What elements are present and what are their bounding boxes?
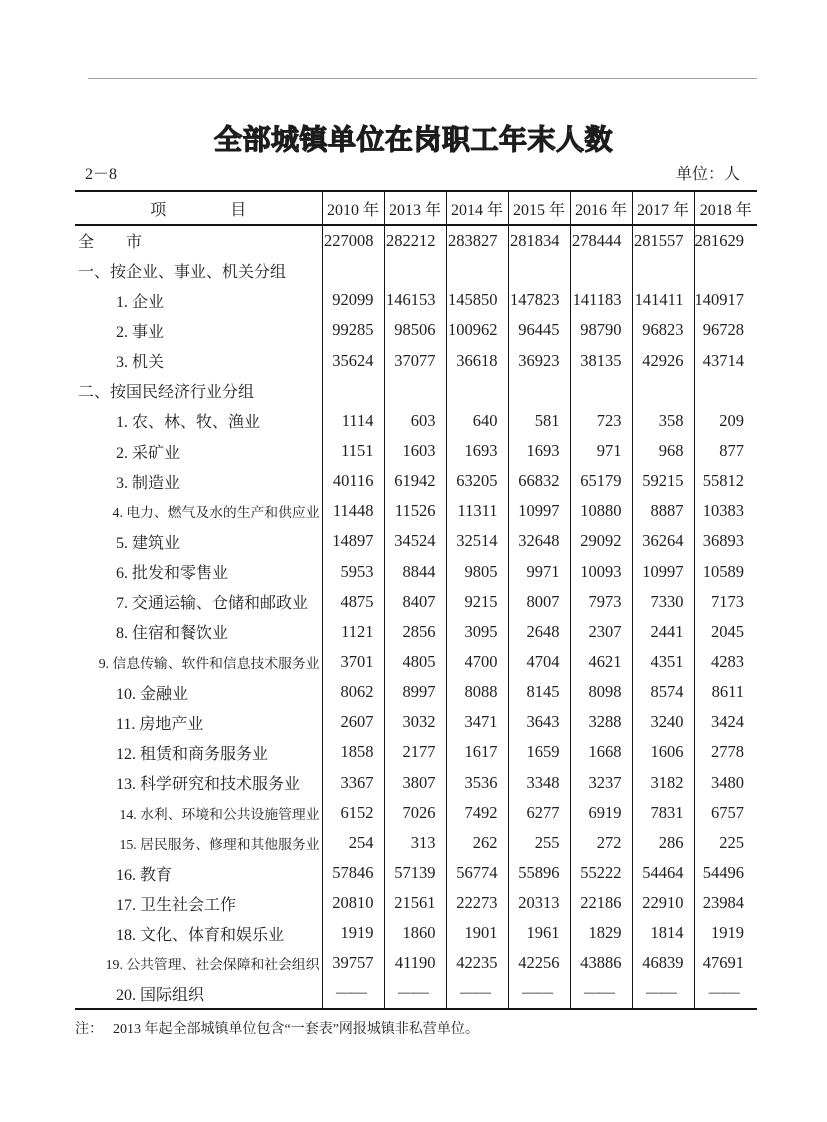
year-value-cell: —— bbox=[384, 979, 446, 1009]
year-value-cell: 10997 bbox=[508, 496, 570, 526]
item-label-cell: 12. 租赁和商务服务业 bbox=[75, 737, 322, 767]
year-value-cell: 65179 bbox=[570, 466, 632, 496]
year-value-cell: 61942 bbox=[384, 466, 446, 496]
year-value-cell: 4283 bbox=[711, 652, 744, 672]
item-label-cell: 4. 电力、燃气及水的生产和供应业 bbox=[75, 496, 322, 526]
year-value-cell: 1617 bbox=[446, 737, 508, 767]
year-value-cell: 254 bbox=[322, 828, 384, 858]
year-value-cell: 66832 bbox=[508, 466, 570, 496]
year-column-header: 2016 年 bbox=[570, 191, 632, 225]
year-value-cell: 272 bbox=[570, 828, 632, 858]
year-value-cell: 21561 bbox=[384, 888, 446, 918]
table-row bbox=[75, 948, 757, 978]
year-value-cell: 3237 bbox=[570, 768, 632, 798]
year-value-cell: 54464 bbox=[632, 858, 694, 888]
year-value-cell: 35624 bbox=[322, 346, 384, 376]
year-value-cell: 1814 bbox=[632, 918, 694, 948]
item-label-cell: 3. 制造业 bbox=[75, 466, 322, 496]
year-value-cell: 281834 bbox=[508, 225, 570, 255]
table-row bbox=[75, 346, 757, 376]
year-value-cell bbox=[384, 255, 446, 285]
year-value-cell: 92099 bbox=[322, 285, 384, 315]
year-value-cell: 11311 bbox=[446, 496, 508, 526]
table-row bbox=[75, 496, 757, 526]
footnote bbox=[75, 1018, 479, 1038]
year-value-cell: 20810 bbox=[322, 888, 384, 918]
year-value-cell: 209 bbox=[719, 410, 744, 430]
year-value-cell: 36923 bbox=[508, 346, 570, 376]
year-value-cell: 42256 bbox=[508, 948, 570, 978]
year-value-cell: 20313 bbox=[508, 888, 570, 918]
year-value-cell: 8997 bbox=[384, 677, 446, 707]
year-value-cell: 10589 bbox=[702, 561, 744, 581]
table-row bbox=[75, 979, 757, 1009]
table-row bbox=[75, 406, 757, 436]
item-label-cell: 9. 信息传输、软件和信息技术服务业 bbox=[75, 647, 322, 677]
item-label-cell: 18. 文化、体育和娱乐业 bbox=[75, 918, 322, 948]
year-value-cell: —— bbox=[446, 979, 508, 1009]
page-title: 全部城镇单位在岗职工年末人数 bbox=[213, 125, 613, 156]
year-value-cell: 55812 bbox=[702, 471, 744, 491]
year-value-cell: 36264 bbox=[632, 526, 694, 556]
year-value-cell: 1114 bbox=[322, 406, 384, 436]
year-value-cell bbox=[570, 255, 632, 285]
year-value-cell: 3536 bbox=[446, 768, 508, 798]
year-value-cell: 1858 bbox=[322, 737, 384, 767]
year-value-cell: 281557 bbox=[632, 225, 694, 255]
year-value-cell: 99285 bbox=[322, 315, 384, 345]
year-value-cell: 3348 bbox=[508, 768, 570, 798]
year-value-cell: 36893 bbox=[702, 531, 744, 551]
table-row bbox=[75, 587, 757, 617]
year-value-cell: 47691 bbox=[702, 953, 744, 973]
year-value-cell: 1919 bbox=[711, 923, 744, 943]
year-value-cell: 8145 bbox=[508, 677, 570, 707]
year-value-cell: 4351 bbox=[632, 647, 694, 677]
table-row bbox=[75, 617, 757, 647]
table-row bbox=[75, 858, 757, 888]
year-value-cell: 22910 bbox=[632, 888, 694, 918]
year-value-cell: 3807 bbox=[384, 768, 446, 798]
year-value-cell: —— bbox=[322, 979, 384, 1009]
year-value-cell: —— bbox=[508, 979, 570, 1009]
year-value-cell: 225 bbox=[719, 832, 744, 852]
year-value-cell: 1961 bbox=[508, 918, 570, 948]
item-label-cell: 14. 水利、环境和公共设施管理业 bbox=[75, 798, 322, 828]
year-value-cell: 3367 bbox=[322, 768, 384, 798]
table-row bbox=[75, 918, 757, 948]
year-value-cell: 581 bbox=[508, 406, 570, 436]
year-value-cell: 7973 bbox=[570, 587, 632, 617]
year-value-cell: 55896 bbox=[508, 858, 570, 888]
year-value-cell: 145850 bbox=[446, 285, 508, 315]
year-value-cell: 227008 bbox=[322, 225, 384, 255]
year-value-cell: 32514 bbox=[446, 526, 508, 556]
year-value-cell: 10383 bbox=[702, 501, 744, 521]
item-label-cell: 20. 国际组织 bbox=[75, 979, 322, 1009]
year-value-cell bbox=[570, 376, 632, 406]
item-label-cell: 全 市 bbox=[75, 225, 322, 255]
year-value-cell: 603 bbox=[384, 406, 446, 436]
unit-label: 单位：人 bbox=[675, 166, 740, 183]
year-value-cell: 8611 bbox=[711, 682, 744, 702]
year-value-cell: 146153 bbox=[384, 285, 446, 315]
year-value-cell: —— bbox=[708, 984, 739, 1002]
year-value-cell: 4875 bbox=[322, 587, 384, 617]
year-value-cell: 29092 bbox=[570, 526, 632, 556]
item-label-cell: 19. 公共管理、社会保障和社会组织 bbox=[75, 948, 322, 978]
page-top-rule bbox=[88, 78, 757, 79]
table-code: 2－8 bbox=[85, 166, 118, 183]
item-label-cell: 11. 房地产业 bbox=[75, 707, 322, 737]
year-value-cell: 1860 bbox=[384, 918, 446, 948]
year-value-cell: 640 bbox=[446, 406, 508, 436]
year-value-cell: 1151 bbox=[322, 436, 384, 466]
year-column-header: 2010 年 bbox=[322, 191, 384, 225]
table-body bbox=[75, 225, 757, 1009]
year-value-cell: 96445 bbox=[508, 315, 570, 345]
table-row bbox=[75, 737, 757, 767]
year-value-cell: 147823 bbox=[508, 285, 570, 315]
item-label-cell: 13. 科学研究和技术服务业 bbox=[75, 768, 322, 798]
year-value-cell: 98506 bbox=[384, 315, 446, 345]
footnote-prefix: 注： bbox=[75, 1022, 103, 1037]
table-row bbox=[75, 557, 757, 587]
table-row bbox=[75, 466, 757, 496]
year-value-cell: 8062 bbox=[322, 677, 384, 707]
table-row bbox=[75, 828, 757, 858]
year-value-cell: 7330 bbox=[632, 587, 694, 617]
year-value-cell: 1659 bbox=[508, 737, 570, 767]
year-value-cell: 1919 bbox=[322, 918, 384, 948]
year-value-cell bbox=[694, 376, 757, 406]
year-value-cell bbox=[632, 376, 694, 406]
year-value-cell bbox=[694, 255, 757, 285]
year-value-cell: 9971 bbox=[508, 557, 570, 587]
year-value-cell: 23984 bbox=[702, 893, 744, 913]
footnote-text: 2013 年起全部城镇单位包含“一套表”网报城镇非私营单位。 bbox=[113, 1022, 479, 1037]
table-row bbox=[75, 255, 757, 285]
item-label-cell: 16. 教育 bbox=[75, 858, 322, 888]
table-row bbox=[75, 798, 757, 828]
year-value-cell: 2177 bbox=[384, 737, 446, 767]
year-value-cell: 8407 bbox=[384, 587, 446, 617]
item-label-cell: 2. 事业 bbox=[75, 315, 322, 345]
year-value-cell: 3032 bbox=[384, 707, 446, 737]
table-row bbox=[75, 285, 757, 315]
item-label-cell: 3. 机关 bbox=[75, 346, 322, 376]
item-label-cell: 二、按国民经济行业分组 bbox=[75, 376, 322, 406]
year-value-cell: 3288 bbox=[570, 707, 632, 737]
item-label-cell: 一、按企业、事业、机关分组 bbox=[75, 255, 322, 285]
year-value-cell: 7831 bbox=[632, 798, 694, 828]
year-value-cell: 3240 bbox=[632, 707, 694, 737]
year-value-cell: 10093 bbox=[570, 557, 632, 587]
year-value-cell: 22273 bbox=[446, 888, 508, 918]
year-value-cell: 4700 bbox=[446, 647, 508, 677]
year-value-cell: 3643 bbox=[508, 707, 570, 737]
year-value-cell: 10997 bbox=[632, 557, 694, 587]
year-value-cell: 255 bbox=[508, 828, 570, 858]
year-value-cell bbox=[508, 255, 570, 285]
year-value-cell: 41190 bbox=[384, 948, 446, 978]
year-value-cell: 5953 bbox=[322, 557, 384, 587]
year-value-cell: 100962 bbox=[446, 315, 508, 345]
year-value-cell bbox=[322, 255, 384, 285]
year-value-cell: 1693 bbox=[508, 436, 570, 466]
year-value-cell: 2045 bbox=[711, 621, 744, 641]
year-value-cell: 141183 bbox=[570, 285, 632, 315]
year-value-cell: 98790 bbox=[570, 315, 632, 345]
year-value-cell: 7492 bbox=[446, 798, 508, 828]
year-value-cell: 2607 bbox=[322, 707, 384, 737]
year-value-cell: 37077 bbox=[384, 346, 446, 376]
year-value-cell: 7026 bbox=[384, 798, 446, 828]
year-value-cell: 8844 bbox=[384, 557, 446, 587]
year-value-cell: 141411 bbox=[632, 285, 694, 315]
year-value-cell: 1668 bbox=[570, 737, 632, 767]
year-value-cell: 11448 bbox=[322, 496, 384, 526]
year-value-cell: 877 bbox=[719, 441, 744, 461]
year-value-cell: 2856 bbox=[384, 617, 446, 647]
year-value-cell: 358 bbox=[632, 406, 694, 436]
year-value-cell: 7173 bbox=[711, 591, 744, 611]
item-column-header: 项 目 bbox=[75, 191, 322, 225]
item-label-cell: 17. 卫生社会工作 bbox=[75, 888, 322, 918]
year-value-cell: 4621 bbox=[570, 647, 632, 677]
year-column-header: 2015 年 bbox=[508, 191, 570, 225]
year-value-cell: 36618 bbox=[446, 346, 508, 376]
year-value-cell: 34524 bbox=[384, 526, 446, 556]
year-value-cell: 2648 bbox=[508, 617, 570, 647]
year-value-cell: 3424 bbox=[711, 712, 744, 732]
year-value-cell: 32648 bbox=[508, 526, 570, 556]
year-value-cell: 8088 bbox=[446, 677, 508, 707]
year-column-header: 2018 年 bbox=[694, 191, 757, 225]
year-value-cell: 262 bbox=[446, 828, 508, 858]
year-value-cell: —— bbox=[570, 979, 632, 1009]
year-value-cell: 8887 bbox=[632, 496, 694, 526]
year-value-cell: 968 bbox=[632, 436, 694, 466]
year-value-cell: 6757 bbox=[711, 802, 744, 822]
year-column-header: 2013 年 bbox=[384, 191, 446, 225]
year-value-cell bbox=[632, 255, 694, 285]
year-value-cell: 4704 bbox=[508, 647, 570, 677]
table-row bbox=[75, 677, 757, 707]
year-value-cell: 3471 bbox=[446, 707, 508, 737]
item-label-cell: 10. 金融业 bbox=[75, 677, 322, 707]
year-value-cell: 9215 bbox=[446, 587, 508, 617]
table-row bbox=[75, 315, 757, 345]
year-value-cell: 1603 bbox=[384, 436, 446, 466]
item-label-cell: 5. 建筑业 bbox=[75, 526, 322, 556]
year-value-cell: 56774 bbox=[446, 858, 508, 888]
year-value-cell: 281629 bbox=[694, 230, 744, 250]
year-value-cell: 54496 bbox=[702, 863, 744, 883]
year-value-cell: 1121 bbox=[322, 617, 384, 647]
year-value-cell: 2778 bbox=[711, 742, 744, 762]
year-value-cell: 313 bbox=[384, 828, 446, 858]
year-value-cell: 286 bbox=[632, 828, 694, 858]
year-value-cell: 8574 bbox=[632, 677, 694, 707]
year-value-cell: 723 bbox=[570, 406, 632, 436]
item-label-cell: 8. 住宿和餐饮业 bbox=[75, 617, 322, 647]
year-value-cell: 22186 bbox=[570, 888, 632, 918]
year-value-cell: —— bbox=[632, 979, 694, 1009]
year-value-cell: 39757 bbox=[322, 948, 384, 978]
year-value-cell: 55222 bbox=[570, 858, 632, 888]
year-value-cell: 8007 bbox=[508, 587, 570, 617]
year-value-cell: 38135 bbox=[570, 346, 632, 376]
table-row bbox=[75, 225, 757, 255]
year-value-cell: 6152 bbox=[322, 798, 384, 828]
table-row bbox=[75, 888, 757, 918]
year-value-cell: 4805 bbox=[384, 647, 446, 677]
year-value-cell: 1901 bbox=[446, 918, 508, 948]
year-value-cell: 42926 bbox=[632, 346, 694, 376]
year-value-cell: 14897 bbox=[322, 526, 384, 556]
year-value-cell: 971 bbox=[570, 436, 632, 466]
year-value-cell: 1829 bbox=[570, 918, 632, 948]
year-column-header: 2017 年 bbox=[632, 191, 694, 225]
year-value-cell: 40116 bbox=[322, 466, 384, 496]
item-label-cell: 1. 农、林、牧、渔业 bbox=[75, 406, 322, 436]
year-value-cell: 3480 bbox=[711, 772, 744, 792]
year-value-cell: 3701 bbox=[322, 647, 384, 677]
item-label-cell: 1. 企业 bbox=[75, 285, 322, 315]
year-value-cell: 140917 bbox=[694, 290, 744, 310]
year-column-header: 2014 年 bbox=[446, 191, 508, 225]
year-value-cell: 46839 bbox=[632, 948, 694, 978]
table-row bbox=[75, 768, 757, 798]
year-value-cell: 10880 bbox=[570, 496, 632, 526]
year-value-cell: 1606 bbox=[632, 737, 694, 767]
year-value-cell: 282212 bbox=[384, 225, 446, 255]
item-label-cell: 2. 采矿业 bbox=[75, 436, 322, 466]
year-value-cell: 57139 bbox=[384, 858, 446, 888]
item-label-cell: 15. 居民服务、修理和其他服务业 bbox=[75, 828, 322, 858]
year-value-cell: 43886 bbox=[570, 948, 632, 978]
year-value-cell bbox=[508, 376, 570, 406]
year-value-cell bbox=[446, 376, 508, 406]
table-row bbox=[75, 707, 757, 737]
table-row bbox=[75, 526, 757, 556]
year-value-cell: 2307 bbox=[570, 617, 632, 647]
year-value-cell: 96823 bbox=[632, 315, 694, 345]
statistics-table bbox=[75, 190, 757, 1010]
year-value-cell bbox=[446, 255, 508, 285]
year-value-cell: 96728 bbox=[702, 320, 744, 340]
table-row bbox=[75, 647, 757, 677]
year-value-cell: 1693 bbox=[446, 436, 508, 466]
year-value-cell: 6919 bbox=[570, 798, 632, 828]
year-value-cell: 8098 bbox=[570, 677, 632, 707]
year-value-cell: 2441 bbox=[632, 617, 694, 647]
table-row bbox=[75, 376, 757, 406]
year-value-cell: 57846 bbox=[322, 858, 384, 888]
header-row bbox=[75, 191, 757, 225]
year-value-cell: 6277 bbox=[508, 798, 570, 828]
year-value-cell: 59215 bbox=[632, 466, 694, 496]
year-value-cell: 283827 bbox=[446, 225, 508, 255]
year-value-cell: 63205 bbox=[446, 466, 508, 496]
year-value-cell bbox=[384, 376, 446, 406]
year-value-cell bbox=[322, 376, 384, 406]
year-value-cell: 3095 bbox=[446, 617, 508, 647]
year-value-cell: 42235 bbox=[446, 948, 508, 978]
year-value-cell: 3182 bbox=[632, 768, 694, 798]
year-value-cell: 278444 bbox=[570, 225, 632, 255]
year-value-cell: 11526 bbox=[384, 496, 446, 526]
table-row bbox=[75, 436, 757, 466]
year-value-cell: 9805 bbox=[446, 557, 508, 587]
item-label-cell: 6. 批发和零售业 bbox=[75, 557, 322, 587]
year-value-cell: 43714 bbox=[702, 350, 744, 370]
item-label-cell: 7. 交通运输、仓储和邮政业 bbox=[75, 587, 322, 617]
